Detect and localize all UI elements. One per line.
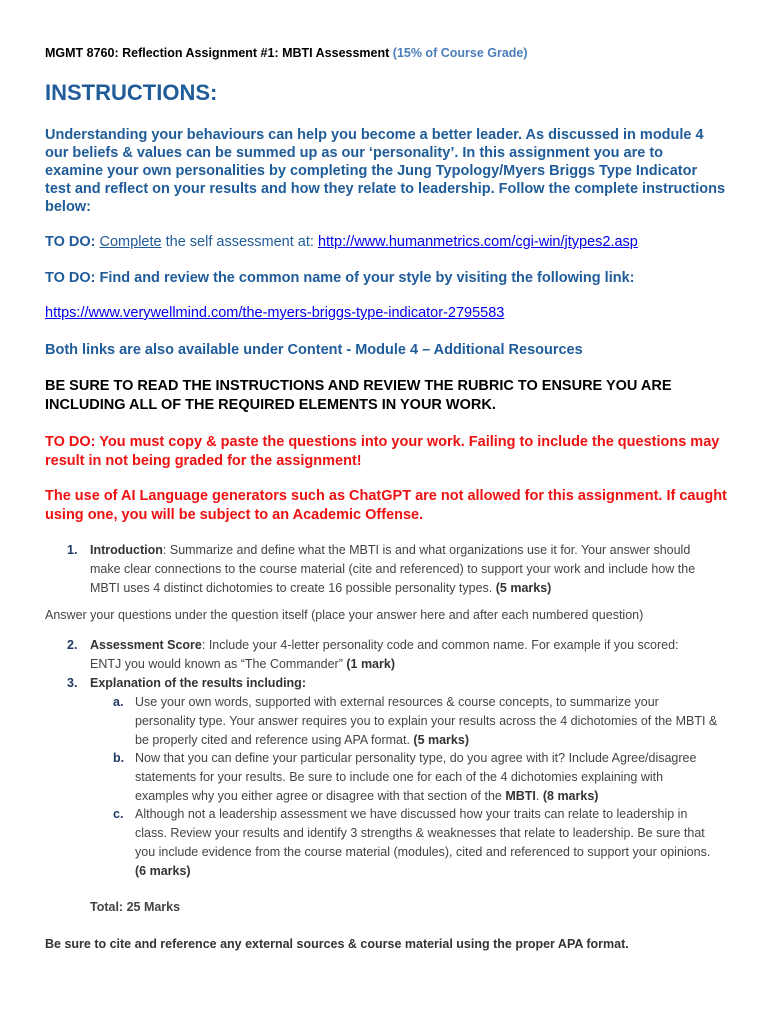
item-text: Introduction: Summarize and define what the MBTI is and what organizations use it for. Your answer should make clear connections to the course material (cite and referenced) to support your work and include how the MBTI uses 4 distinct dichotomies to create 16 possible personality types. (5 marks) [90, 543, 696, 595]
item-title: Introduction [90, 543, 163, 557]
sub-item-text: Now that you can define your particular personality type, do you agree with it? Include Agree/disagree statements for your results. Be sure to include one for each of the 4 dichotomies explaining with examples why you either agree or disagree with that section of the MBTI. (8 marks) [135, 751, 697, 803]
answer-note: Answer your questions under the question itself (place your answer here and after each numbered question) [45, 608, 644, 622]
item-title: Assessment Score [90, 638, 202, 652]
sub-item-letter: c. [113, 807, 124, 821]
copy-paste-warning: TO DO: You must copy & paste the questions into your work. Failing to include the questions may result in not being graded for the assignment! [45, 434, 720, 469]
sub-item-marks: (8 marks) [542, 789, 599, 803]
be-sure-notice: BE SURE TO READ THE INSTRUCTIONS AND REVIEW THE RUBRIC TO ENSURE YOU ARE INCLUDING ALL OF THE REQUIRED ELEMENTS IN YOUR WORK. [45, 378, 672, 413]
item-text [90, 674, 710, 693]
ai-warning: The use of AI Language generators such as ChatGPT are not allowed for this assignment. If caught using one, you will be subject to an Academic Offense. [45, 488, 727, 523]
todo-complete-assessment [45, 233, 638, 251]
item-marks: (1 mark) [346, 657, 395, 671]
sub-item-letter: b. [113, 751, 125, 765]
todo-find-style: TO DO: Find and review the common name of your style by visiting the following link: [45, 270, 635, 286]
verywellmind-link[interactable]: https://www.verywellmind.com/the-myers-briggs-type-indicator-2795583 [45, 305, 505, 321]
todo-text: the self assessment at: [161, 234, 318, 250]
item-number: 1. [67, 543, 78, 557]
todo-label: TO DO: [45, 234, 96, 250]
total-marks: Total: 25 Marks [90, 900, 181, 914]
intro-paragraph: Understanding your behaviours can help you become a better leader. As discussed in module 4 our beliefs & values can be summed up as our ‘personality’. In this assignment you are to examine your own personalities by completing the Jung Typology/Myers Briggs Type Indicator test and reflect on your results and how they relate to leadership. Follow the complete instructions below: [45, 127, 726, 215]
item-marks: (5 marks) [495, 581, 552, 595]
sub-item-marks: (6 marks) [135, 864, 191, 878]
item-number: 2. [67, 638, 78, 652]
document-header [45, 46, 528, 60]
both-links-note: Both links are also available under Content - Module 4 – Additional Resources [45, 342, 583, 358]
sub-item-letter: a. [113, 695, 124, 709]
grade-weight: (15% of Course Grade) [392, 46, 528, 60]
humanmetrics-link[interactable]: http://www.humanmetrics.com/cgi-win/jtypes2.asp [317, 234, 638, 250]
verywellmind-link-line [45, 305, 504, 321]
sub-item-text: Use your own words, supported with external resources & course concepts, to summarize your personality type. Your answer requires you to explain your results across the 4 dichotomies of the MBTI & be properly cited and reference using APA format. (5 marks) [135, 695, 718, 747]
sub-item-marks: (5 marks) [413, 733, 469, 747]
assignment-title: MGMT 8760: Reflection Assignment #1: MBTI Assessment [45, 46, 390, 60]
item-title: Explanation of the results including: [90, 676, 306, 690]
instructions-heading: INSTRUCTIONS: [45, 80, 218, 105]
item-text: Assessment Score: Include your 4-letter personality code and common name. For example if you scored: ENTJ you would known as “The Commander” (1 mark) [90, 638, 679, 671]
apa-reminder: Be sure to cite and reference any external sources & course material using the proper APA format. [45, 937, 629, 951]
item-number: 3. [67, 676, 78, 690]
complete-link[interactable]: Complete [99, 234, 162, 250]
sub-item-text: Although not a leadership assessment we have discussed how your traits can relate to leadership in class. Review your results and identify 3 strengths & weaknesses that relate to leadership. Be sure that you include evidence from the course material (modules), cited and referenced to support your opinions. (6 marks) [135, 807, 711, 878]
